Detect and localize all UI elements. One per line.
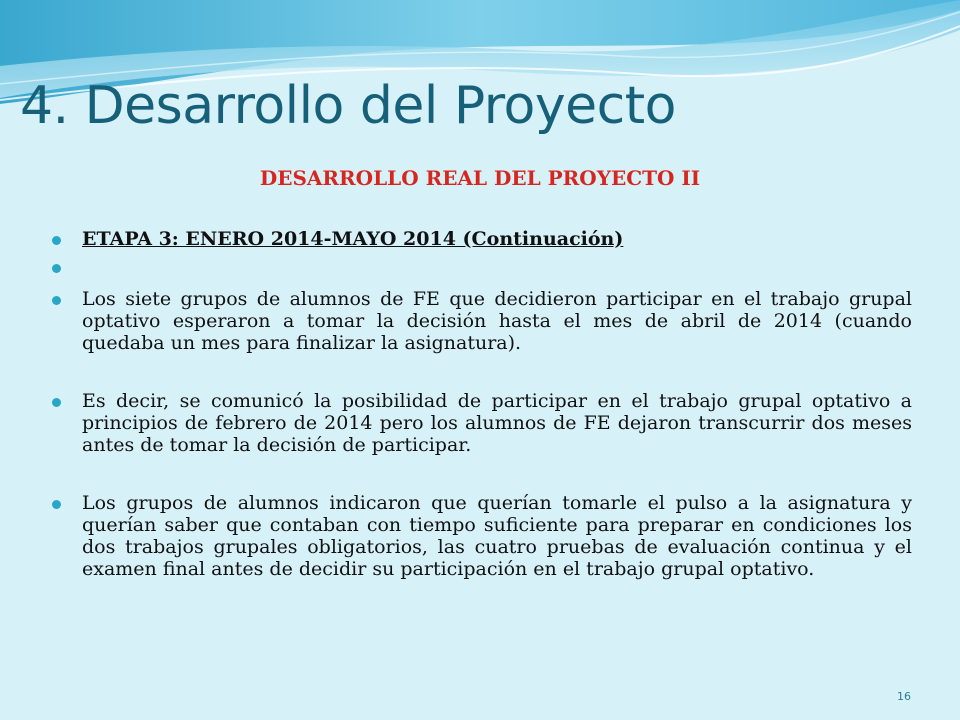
bullet-text: Los grupos de alumnos indicaron que querían tomarle el pulso a la asignatura y querían saber que contaban con tiempo suficiente para preparar en condiciones los dos trabajos grupales obligatorios, las cuatro pruebas de evaluación continua y el examen final antes de decidir su participación en el trabajo grupal optativo. (82, 492, 912, 580)
slide-subtitle: DESARROLLO REAL DEL PROYECTO II (259, 166, 701, 190)
bullet-text: Los siete grupos de alumnos de FE que decidieron participar en el trabajo grupal optativo esperaron a tomar la decisión hasta el mes de abril de 2014 (cuando quedaba un mes para finalizar la asignatura). (82, 288, 912, 354)
bullet-text: Es decir, se comunicó la posibilidad de participar en el trabajo grupal optativo a principios de febrero de 2014 pero los alumnos de FE dejaron transcurrir dos meses antes de tomar la decisión de participar. (82, 390, 912, 456)
slide-title: 4. Desarrollo del Proyecto (20, 76, 676, 136)
bullet-item-reasons (52, 492, 912, 580)
bullet-item-communication (52, 390, 912, 456)
bullet-item-groups-decision (52, 288, 912, 354)
bullet-dot-icon (52, 398, 61, 407)
page-number: 16 (897, 690, 911, 703)
bullet-item-stage (52, 228, 912, 250)
bullet-list (52, 228, 912, 580)
bullet-dot-icon (52, 236, 61, 245)
bullet-dot-icon (52, 296, 61, 305)
bullet-dot-icon (52, 500, 61, 509)
bullet-item-empty (52, 256, 912, 278)
bullet-dot-icon (52, 264, 61, 273)
bullet-text: ETAPA 3: ENERO 2014-MAYO 2014 (Continuación) (82, 228, 624, 250)
